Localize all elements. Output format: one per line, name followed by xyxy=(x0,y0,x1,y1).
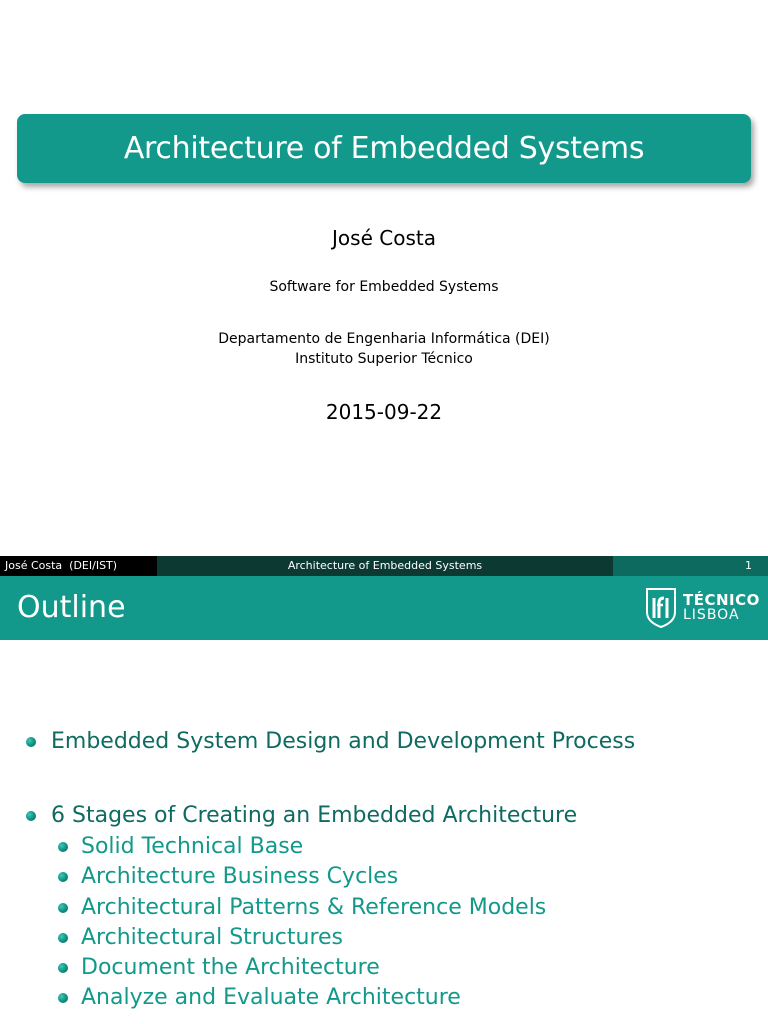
sub-list-item xyxy=(58,895,546,920)
course-name: Software for Embedded Systems xyxy=(269,279,499,295)
logo-line-2: LISBOA xyxy=(683,607,740,623)
bullet-icon xyxy=(58,842,68,852)
bullet-icon xyxy=(26,811,36,821)
sub-list-item xyxy=(58,985,461,1010)
list-item-label: 6 Stages of Creating an Embedded Architecture xyxy=(51,803,578,828)
bullet-icon xyxy=(58,872,68,882)
author-name: José Costa xyxy=(332,226,436,250)
list-item xyxy=(26,729,635,754)
sub-list-item-label: Architectural Structures xyxy=(81,925,344,950)
sub-list-item-label: Solid Technical Base xyxy=(81,834,304,859)
sub-list-item-label: Architecture Business Cycles xyxy=(81,864,399,889)
list-item-label: Embedded System Design and Development Process xyxy=(51,729,636,754)
presentation-date: 2015-09-22 xyxy=(325,400,443,424)
title-banner xyxy=(17,114,751,183)
sub-list-item-label: Architectural Patterns & Reference Models xyxy=(81,895,547,920)
list-item xyxy=(26,803,577,828)
slide-title: Outline xyxy=(17,590,126,625)
footer-author: José Costa (DEI/IST) xyxy=(0,556,157,576)
tecnico-lisboa-logo xyxy=(646,588,760,628)
institute-name: Instituto Superior Técnico xyxy=(295,351,473,367)
logo-line-1: TÉCNICO xyxy=(683,591,760,609)
footer-title: Architecture of Embedded Systems xyxy=(157,556,613,576)
sub-list-item xyxy=(58,834,303,859)
footer-page-number: 1 xyxy=(613,556,768,576)
sub-list-item xyxy=(58,955,380,980)
slide-header xyxy=(0,576,768,640)
sub-list-item-label: Analyze and Evaluate Architecture xyxy=(81,985,461,1010)
sub-list-item xyxy=(58,925,343,950)
presentation-title: Architecture of Embedded Systems xyxy=(123,131,645,166)
bullet-icon xyxy=(58,993,68,1003)
slide-footer xyxy=(0,556,768,576)
sub-list-item-label: Document the Architecture xyxy=(81,955,380,980)
bullet-icon xyxy=(58,933,68,943)
shield-icon xyxy=(646,588,676,628)
sub-list-item xyxy=(58,864,398,889)
affiliation xyxy=(0,329,768,369)
department-name: Departamento de Engenharia Informática (DEI) xyxy=(218,331,550,347)
bullet-icon xyxy=(58,903,68,913)
bullet-icon xyxy=(26,737,36,747)
outline-slide xyxy=(0,576,768,1024)
bullet-icon xyxy=(58,963,68,973)
